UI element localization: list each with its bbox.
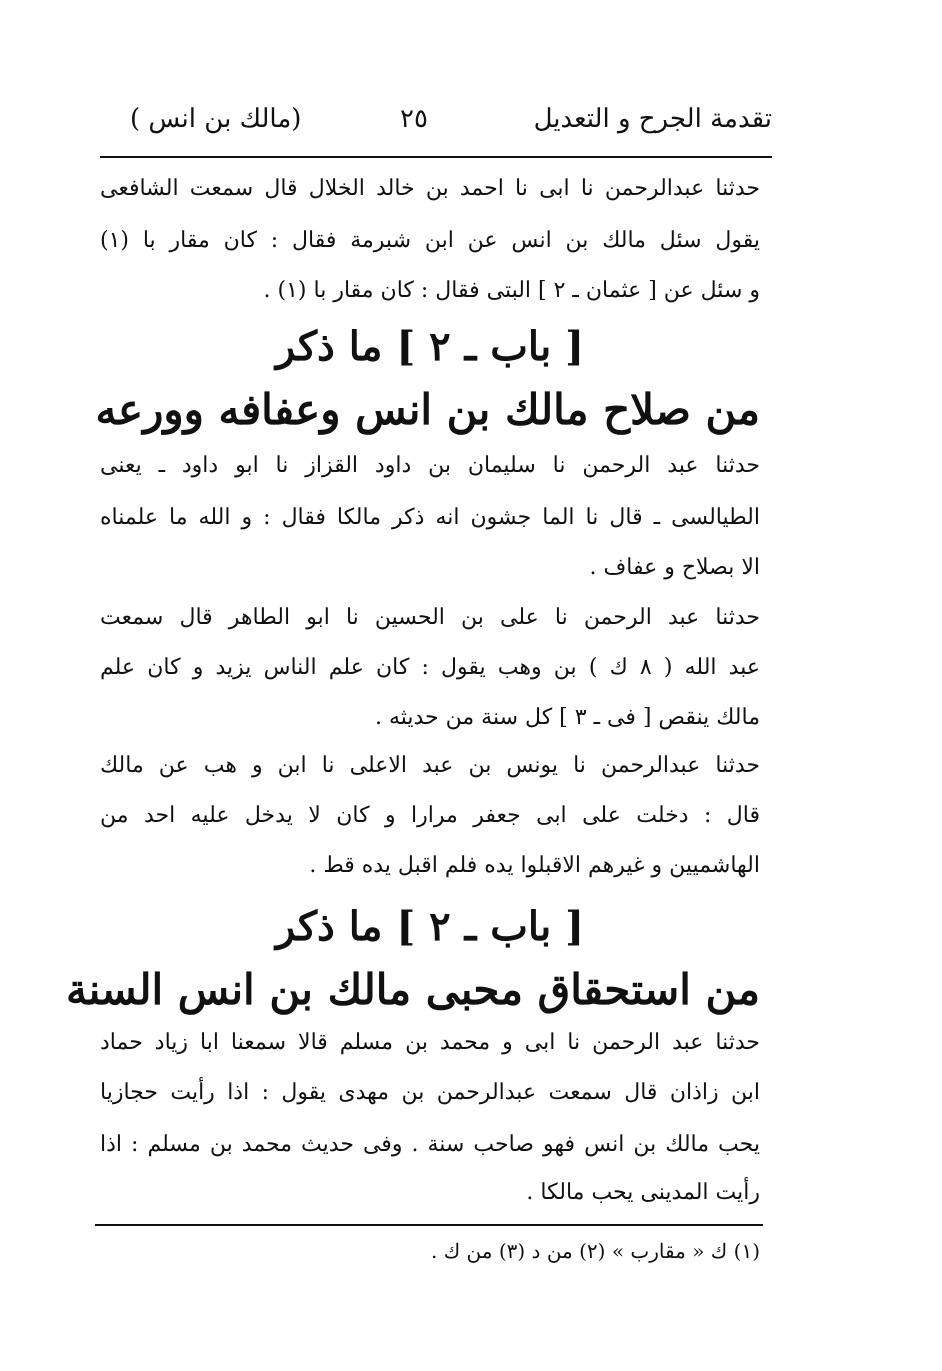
text-line: حدثنا عبدالرحمن نا يونس بن عبد الاعلى نا ابن و هب عن مالك [100,753,760,778]
footnote-rule [95,1224,763,1226]
text-line: يقول سئل مالك بن انس عن ابن شبرمة فقال : كان مقار با (١) [100,228,760,253]
header-rule [100,156,772,158]
text-line: قال : دخلت على ابى جعفر مرارا و كان لا يدخل عليه احد من [100,803,760,828]
text-line: حدثنا عبد الرحمن نا سليمان بن داود القزاز نا ابو داود ـ يعنى [100,453,760,478]
chapter-heading: [ باب ـ ٢ ] ما ذكر [275,903,585,950]
page-number: ٢٥ [400,104,428,134]
text-line: الا بصلاح و عفاف . [589,555,760,580]
chapter-title: من استحقاق محبى مالك بن انس السنة [66,965,760,1014]
text-line: ابن زاذان قال سمعت عبدالرحمن بن مهدى يقول : اذا رأيت حجازيا [100,1080,760,1105]
text-line: و سئل عن [ عثمان ـ ٢ ] البتى فقال : كان مقار با (١) . [263,278,760,303]
text-line: الهاشميين و غيرهم الاقبلوا يده فلم اقبل يده قط . [309,853,760,878]
chapter-title: من صلاح مالك بن انس وعفافه وورعه [95,385,760,434]
text-line: حدثنا عبد الرحمن نا علی بن الحسين نا ابو الطاهر قال سمعت [100,605,760,630]
footnote: (١) ك « مقارب » (٢) من د (٣) من ك . [430,1239,760,1263]
text-line: يحب مالك بن انس فهو صاحب سنة . وفى حديث محمد بن مسلم : اذا [100,1132,760,1157]
book-title: تقدمة الجرح و التعديل [533,104,772,134]
text-line: مالك ينقص [ فى ـ ٣ ] كل سنة من حديثه . [374,705,760,730]
running-header [100,100,772,156]
text-line: عبد الله ( ٨ ك ) بن وهب يقول : كان علم الناس يزيد و كان علم [100,655,760,680]
text-line: حدثنا عبدالرحمن نا ابى نا احمد بن خالد الخلال قال سمعت الشافعى [100,176,760,201]
section-name: (مالك بن انس ) [130,104,302,134]
text-line: الطيالسى ـ قال نا الما جشون انه ذكر مالكا فقال : و الله ما علمناه [100,505,760,530]
chapter-heading: [ باب ـ ٢ ] ما ذكر [275,323,585,370]
text-line: حدثنا عبد الرحمن نا ابى و محمد بن مسلم قالا سمعنا ابا زياد حماد [100,1030,760,1055]
text-line: رأيت المدينى يحب مالكا . [526,1180,760,1205]
